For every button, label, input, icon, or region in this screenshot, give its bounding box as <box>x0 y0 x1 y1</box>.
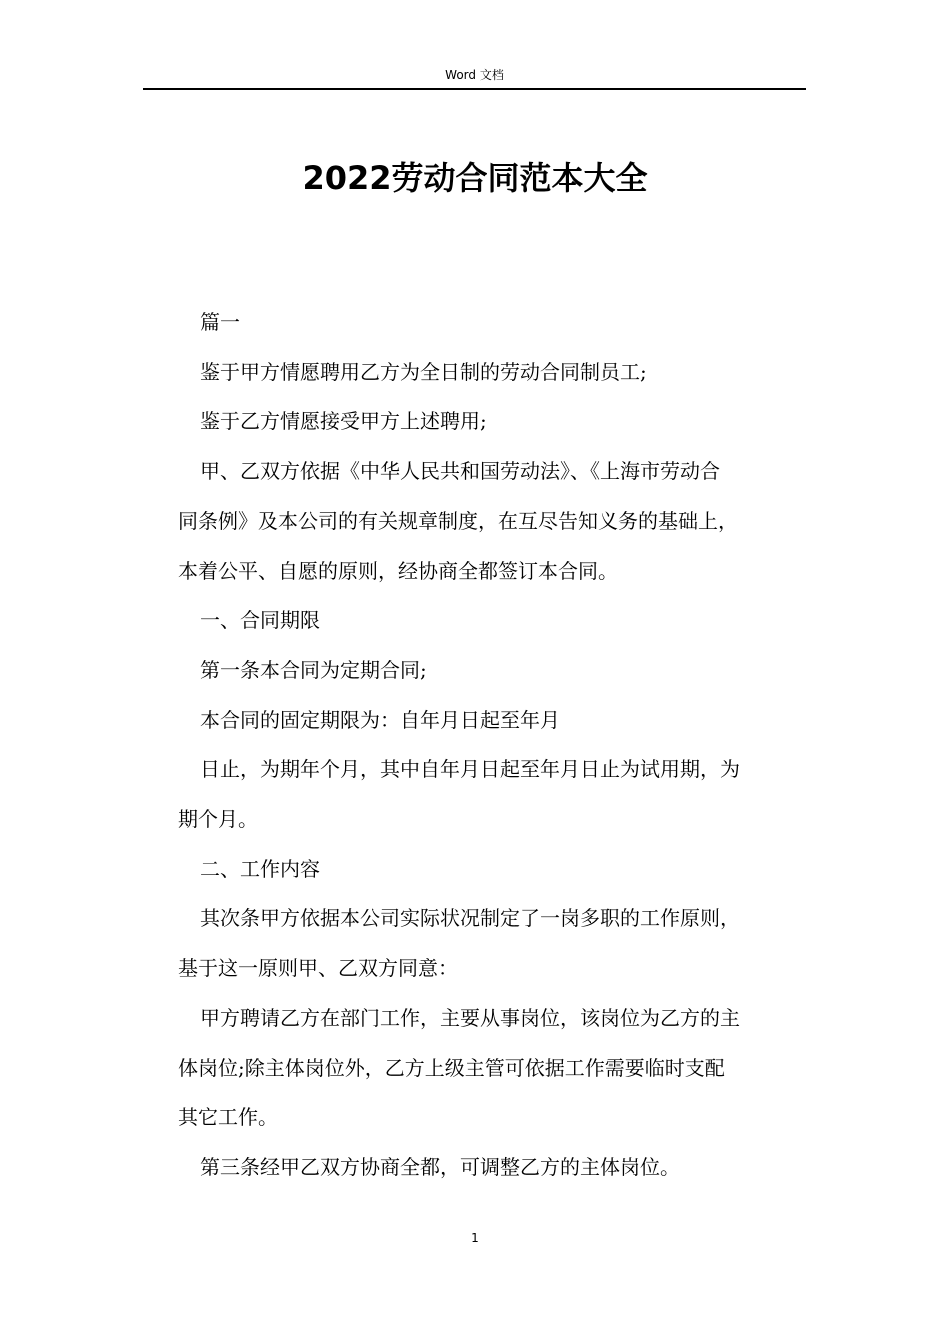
paragraph <box>178 397 806 447</box>
paragraph <box>178 298 806 348</box>
paragraph <box>178 696 806 746</box>
paragraph-line: 鉴于甲方情愿聘用乙方为全日制的劳动合同制员工; <box>200 359 647 384</box>
paragraph-line: 第一条本合同为定期合同; <box>200 657 427 682</box>
header-text: Word 文档 <box>445 68 504 82</box>
page-header <box>143 66 806 90</box>
document-title: 2022劳动合同范本大全 <box>302 159 648 197</box>
section-heading <box>178 845 806 895</box>
paragraph-line: 其它工作。 <box>178 1105 278 1130</box>
paragraph-line: 鉴于乙方情愿接受甲方上述聘用; <box>200 409 487 434</box>
paragraph <box>178 894 806 993</box>
paragraph-line: 一、合同期限 <box>200 608 320 633</box>
paragraph <box>178 994 806 1143</box>
paragraph <box>178 1143 806 1193</box>
paragraph-line: 同条例》及本公司的有关规章制度，在互尽告知义务的基础上， <box>178 508 738 533</box>
paragraph-line: 第三条经甲乙双方协商全都，可调整乙方的主体岗位。 <box>200 1154 680 1179</box>
paragraph <box>178 348 806 398</box>
paragraph-line: 甲方聘请乙方在部门工作，主要从事岗位，该岗位为乙方的主 <box>200 1005 740 1030</box>
paragraph-line: 日止，为期年个月，其中自年月日起至年月日止为试用期，为 <box>200 757 740 782</box>
paragraph-line: 其次条甲方依据本公司实际状况制定了一岗多职的工作原则， <box>200 906 740 931</box>
page-number: 1 <box>471 1231 479 1245</box>
paragraph-line: 本合同的固定期限为：自年月日起至年月 <box>200 707 560 732</box>
paragraph <box>178 646 806 696</box>
paragraph-line: 本着公平、自愿的原则，经协商全都签订本合同。 <box>178 558 618 583</box>
paragraph-line: 期个月。 <box>178 807 258 832</box>
paragraph <box>178 447 806 596</box>
paragraph-line: 甲、乙双方依据《中华人民共和国劳动法》、《上海市劳动合 <box>200 459 720 484</box>
section-heading <box>178 596 806 646</box>
document-body <box>178 298 806 1193</box>
paragraph-line: 篇一 <box>200 310 240 334</box>
paragraph-line: 体岗位;除主体岗位外，乙方上级主管可依据工作需要临时支配 <box>178 1055 725 1080</box>
paragraph-line: 二、工作内容 <box>200 856 320 881</box>
paragraph-line: 基于这一原则甲、乙双方同意： <box>178 956 458 981</box>
paragraph <box>178 745 806 844</box>
